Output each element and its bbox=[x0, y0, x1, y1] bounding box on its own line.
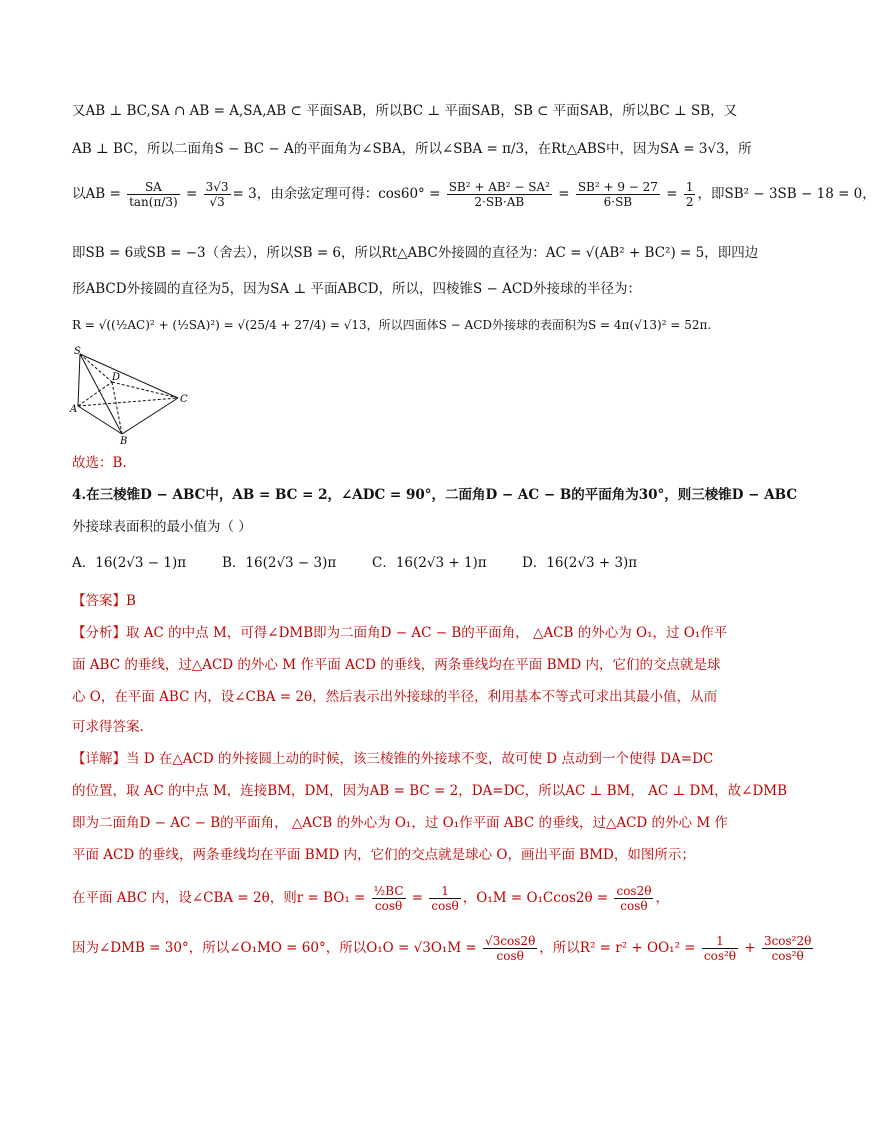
detail-line-1: 【详解】当 D 在△ACD 的外接圆上动的时候，该三棱锥的外接球不变，故可使 D 点动到一个使得 DA=DC bbox=[72, 751, 714, 767]
fraction-one-over-cos: $\frac{1}{\cos\theta}$ bbox=[431, 884, 459, 913]
text-line-5: 形ABCD外接圆的直径为5，因为SA ⊥ 平面ABCD，所以，四棱锥S − ACD外接球的半径为： bbox=[72, 281, 642, 297]
fraction-cosine-law: $\frac{\text{SB² + AB² − SA²}}{2\cdot SB\cdot AB}$ bbox=[448, 180, 550, 209]
fraction-one-over-cos-sq: $\frac{1}{\text{cos²θ}}$ bbox=[703, 934, 737, 963]
detail-line-6: 因为∠DMB = 30°，所以∠O₁MO = 60°，所以O₁O = √3O₁M = $\frac{√3\cos 2\theta}{\cos\theta}$ ，所以R² = r² + OO₁² = $\frac{1}{\text{cos²θ}}$ + $\frac{\text{3cos²2θ}}{\text{cos²θ}}$ bbox=[72, 934, 812, 963]
detail-line-4: 平面 ACD 的垂线，两条垂线均在平面 BMD 内，它们的交点就是球心 O，画出平面 BMD，如图所示； bbox=[72, 847, 695, 863]
options-row bbox=[72, 552, 732, 574]
text-line-4: 即SB = 6或SB = −3（舍去），所以SB = 6，所以Rt△ABC外接圆的直径为：AC = √(AB² + BC²) = 5，即四边 bbox=[72, 245, 759, 261]
analysis-line-1: 【分析】取 AC 的中点 M，可得∠DMB即为二面角D − AC − B的平面角， △ACB 的外心为 O₁，过 O₁作平 bbox=[72, 625, 728, 641]
figure-label-a: A bbox=[70, 404, 78, 415]
pyramid-figure bbox=[68, 346, 198, 446]
detail-line-2: 的位置，取 AC 的中点 M，连接BM，DM，因为AB = BC = 2，DA=DC，所以AC ⊥ BM， AC ⊥ DM，故∠DMB bbox=[72, 783, 788, 799]
fraction-root3cos2-over-cos: $\frac{√3\cos 2\theta}{\cos\theta}$ bbox=[485, 934, 536, 963]
fraction-sa-over-tan: $\frac{SA}{\tan(\pi/3)}$ bbox=[129, 180, 178, 209]
answer-choice-line: 故选：B. bbox=[72, 455, 127, 471]
option-c: C．16(2√3 + 1)π bbox=[372, 555, 487, 571]
answer-label: 【答案】B bbox=[72, 593, 136, 609]
fraction-3cos-sq-over-cos-sq: $\frac{\text{3cos²2θ}}{\text{cos²θ}}$ bbox=[763, 934, 812, 963]
option-a: A．16(2√3 − 1)π bbox=[72, 555, 187, 571]
text-line-3: 以AB = $\frac{SA}{\tan(\pi/3)}$ = $\frac{3√3}{√3}$ = 3，由余弦定理可得：cos60° = $\frac{\text{SB² + AB² − SA²}}{2\cdot SB\cdot AB}$ = $\frac{\text{SB² + 9 − 27}}{6\cdot SB}$ = $\frac{1}{2}$ ，即SB² − 3SB − 18 = 0， bbox=[72, 180, 876, 209]
fraction-one-half: $\frac{1}{2}$ bbox=[685, 180, 694, 209]
figure-label-c: C bbox=[180, 394, 188, 405]
option-b: B．16(2√3 − 3)π bbox=[222, 555, 337, 571]
detail-line-3: 即为二面角D − AC − B的平面角， △ACB 的外心为 O₁，过 O₁作平面 ABC 的垂线，过△ACD 的外心 M 作 bbox=[72, 815, 728, 831]
analysis-line-3: 心 O，在平面 ABC 内，设∠CBA = 2θ，然后表示出外接球的半径，利用基本不等式可求出其最小值，从而 bbox=[72, 689, 718, 705]
text-line-6: R = √((½AC)² + (½SA)²) = √(25/4 + 27/4) = √13，所以四面体S − ACD外接球的表面积为S = 4π(√13)² = 52π. bbox=[72, 318, 712, 332]
text-line-2: AB ⊥ BC，所以二面角S − BC − A的平面角为∠SBA，所以∠SBA = π/3，在Rt△ABS中，因为SA = 3√3，所 bbox=[72, 141, 752, 157]
fraction-cos2-over-cos: $\frac{\cos 2\theta}{\cos\theta}$ bbox=[616, 884, 652, 913]
fraction-cosine-sub: $\frac{\text{SB² + 9 − 27}}{6\cdot SB}$ bbox=[577, 180, 658, 209]
figure-label-s: S bbox=[74, 346, 81, 357]
detail-line-5: 在平面 ABC 内，设∠CBA = 2θ，则r = BO₁ = $\frac{\text{½BC}}{\cos\theta}$ = $\frac{1}{\cos\theta}$ ，O₁M = O₁Ccos2θ = $\frac{\cos 2\theta}{\cos\theta}$ ， bbox=[72, 884, 669, 913]
text-line-3b: = 3，由余弦定理可得：cos60° = bbox=[232, 186, 445, 202]
question-4-line-1: 4.在三棱锥D − ABC中，AB = BC = 2，∠ADC = 90°，二面角D − AC − B的平面角为30°，则三棱锥D − ABC bbox=[72, 487, 798, 503]
fraction-3root3-over-root3: $\frac{3√3}{√3}$ bbox=[205, 180, 229, 209]
option-d: D．16(2√3 + 3)π bbox=[522, 555, 638, 571]
figure-label-d: D bbox=[112, 372, 121, 383]
analysis-line-2: 面 ABC 的垂线，过△ACD 的外心 M 作平面 ACD 的垂线，两条垂线均在平面 BMD 内，它们的交点就是球 bbox=[72, 657, 721, 673]
figure-label-b: B bbox=[120, 436, 128, 447]
question-4-line-2: 外接球表面积的最小值为（ ） bbox=[72, 519, 252, 535]
text-line-3a: 以AB = bbox=[72, 186, 126, 202]
fraction-half-bc-over-cos: $\frac{\text{½BC}}{\cos\theta}$ bbox=[373, 884, 404, 913]
text-line-1: 又AB ⊥ BC,SA ∩ AB = A,SA,AB ⊂ 平面SAB，所以BC ⊥ 平面SAB，SB ⊂ 平面SAB，所以BC ⊥ SB，又 bbox=[72, 103, 738, 119]
analysis-line-4: 可求得答案. bbox=[72, 719, 144, 735]
text-line-3c: ，即SB² − 3SB − 18 = 0， bbox=[697, 186, 876, 202]
